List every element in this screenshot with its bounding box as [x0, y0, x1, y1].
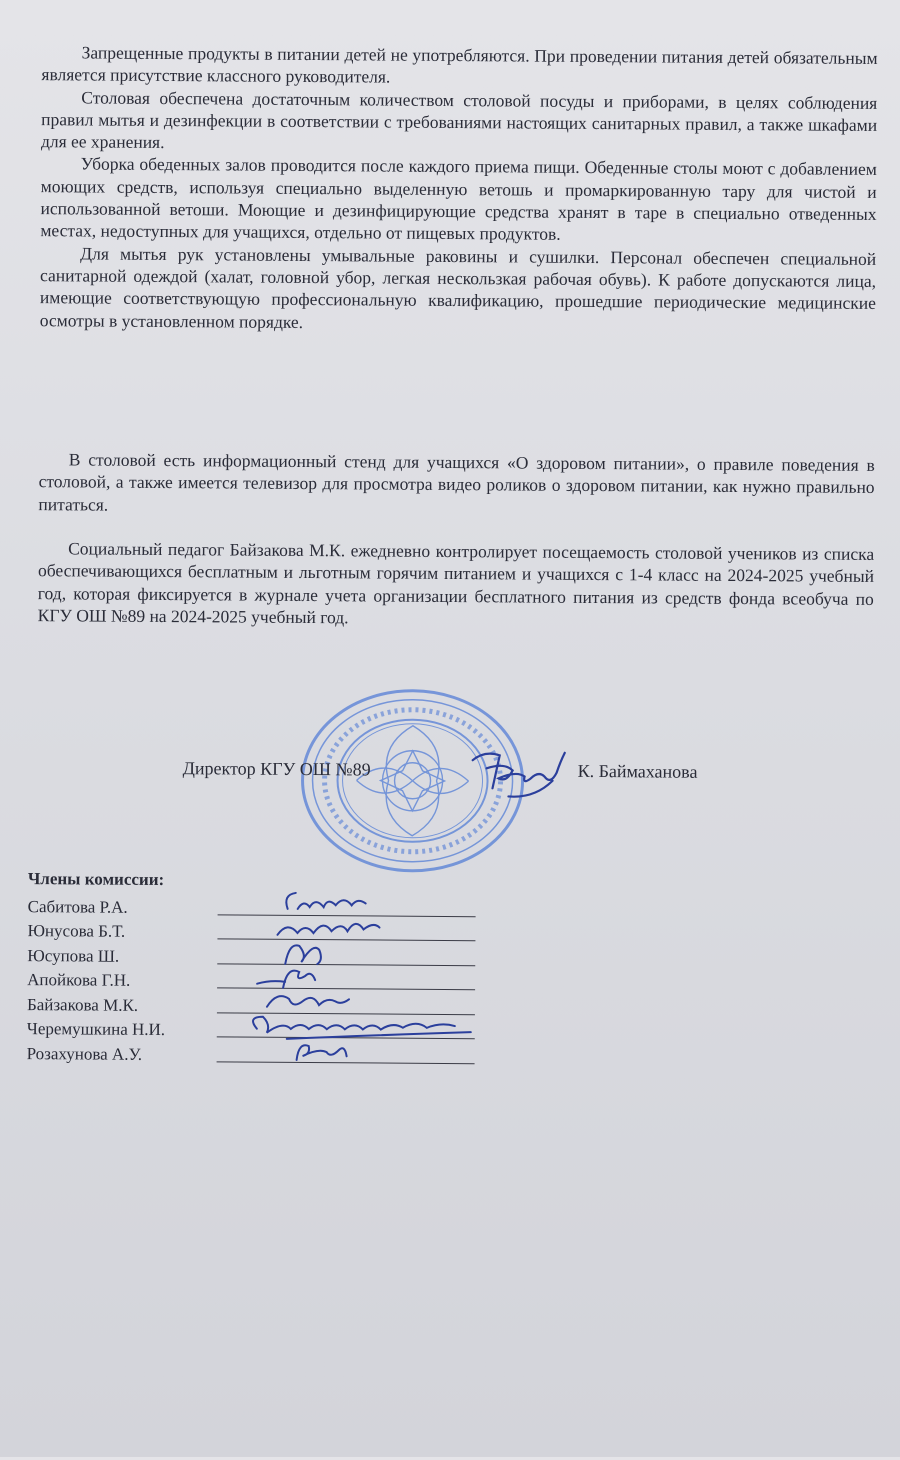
commission-title: Члены комиссии: — [27, 869, 165, 890]
commission-member — [27, 1015, 165, 1040]
commission-member — [27, 1039, 165, 1064]
commission-member — [27, 990, 165, 1015]
member-name: Байзакова М.К. — [26, 994, 139, 1015]
commission-member — [27, 941, 165, 966]
main-text-block — [40, 41, 878, 337]
member-name: Апойкова Г.Н. — [27, 970, 131, 990]
member-name: Юнусова Б.Т. — [27, 921, 126, 941]
commission-member — [27, 966, 165, 991]
pedagog-text-block — [38, 537, 875, 632]
director-name: К. Баймаханова — [577, 760, 698, 782]
paragraph-staff: Для мытья рук установлены умывальные раковины и сушилки. Персонал обеспечен специальной санитарной одеждой (халат, головной убор, легкая нескользкая рабочая обувь). К работе допускаются лица, имеющие соответствующую профессиональную квалификацию, прошедшие периодические медицинские осмотры в установленном порядке. — [39, 243, 877, 332]
member-name: Сабитова Р.А. — [27, 896, 128, 917]
commission-member — [27, 917, 165, 942]
commission-member — [28, 892, 166, 917]
commission-block — [27, 869, 167, 1064]
paragraph-tableware: Столовая обеспечена достаточным количеством столовой посуды и приборами, в целях соблюдения правил мытья и дезинфекции в соответствии с требованиями настоящих санитарных правил, а также шкафами для ее хранения. — [40, 87, 878, 153]
paragraph-cleaning: Уборка обеденных залов проводится после каждого приема пищи. Обеденные столы моют с добавлением моющих средств, используя специально выделенную ветошь и промаркированную тару для чистой и использованной ветоши. Моющие и дезинфицирующие средства хранят в таре в специально отведенных местах, недоступных для учащихся, отдельно от пищевых продуктов. — [40, 153, 877, 245]
member-name: Черемушкина Н.И. — [26, 1019, 166, 1040]
member-name: Розахунова А.У. — [26, 1043, 143, 1064]
member-name: Юсупова Ш. — [27, 945, 120, 966]
paragraph-info-stand: В столовой есть информационный стенд для учащихся «О здоровом питании», о правиле поведения в столовой, а также имеется телевизор для просмотра видео роликов о здоровом питании, как нужно правильно питаться. — [38, 449, 875, 515]
stand-text-block — [38, 448, 874, 521]
director-position: Директор КГУ ОШ №89 — [182, 758, 371, 780]
paragraph-social-pedagog: Социальный педагог Байзакова М.К. ежедневно контролирует посещаемость столовой учеников из списка обеспечивающихся бесплатным и льготным горячим питанием и учащихся с 1-4 класс на 2024-2025 учебный год, которая фиксируется в журнале учета организации бесплатного питания из средств фонда всеобуча по КГУ ОШ №89 на 2024-2025 учебный год. — [37, 538, 875, 628]
paragraph-forbidden-products: Запрещенные продукты в питании детей не употребляются. При проведении питания детей обязательным является присутствие классного руководителя. — [41, 42, 878, 87]
director-handwritten-signature — [464, 740, 574, 801]
member-signature — [227, 1033, 477, 1067]
